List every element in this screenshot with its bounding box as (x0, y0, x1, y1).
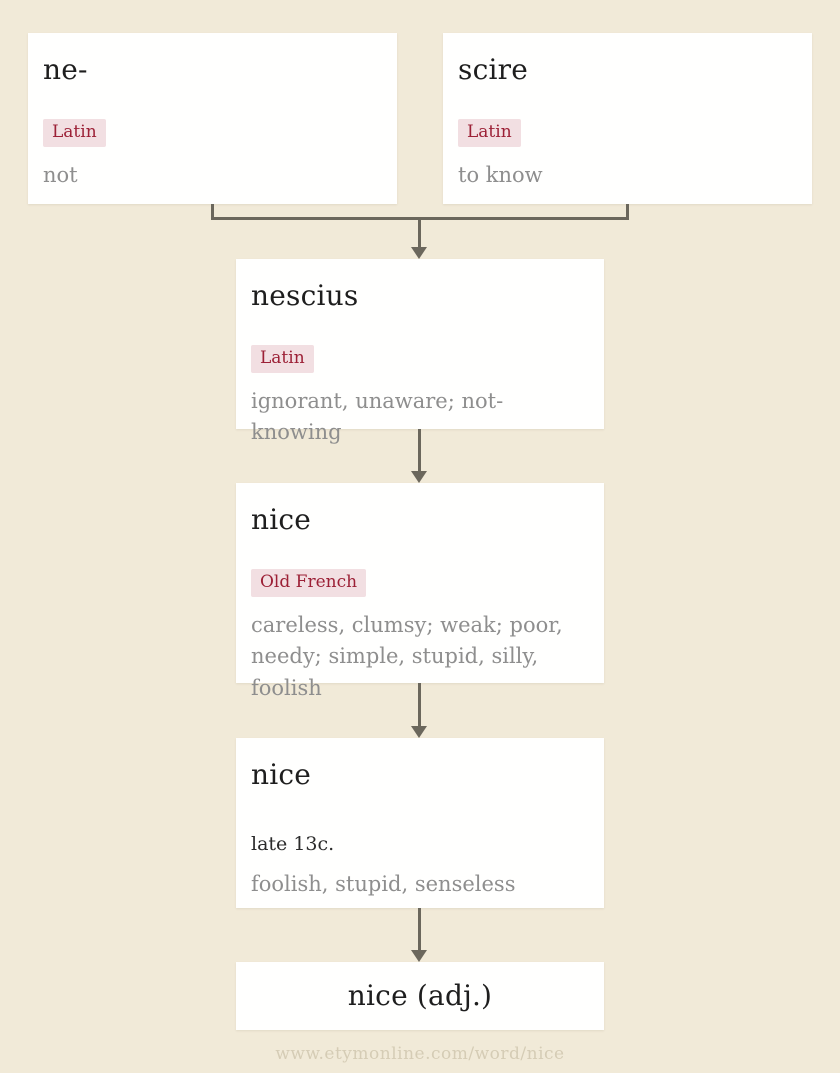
arrow-down-icon (411, 950, 427, 962)
node-title: scire (458, 53, 528, 86)
connector-arrow-shaft-4 (418, 908, 421, 952)
node-title: nescius (251, 279, 359, 312)
node-card-nescius[interactable] (236, 259, 604, 445)
node-card-nice-adj[interactable] (236, 962, 604, 1030)
node-title: nice (adj.) (347, 978, 493, 1012)
node-title: ne- (43, 53, 88, 86)
node-card-scire[interactable] (443, 33, 812, 204)
connector-arrow-shaft-2 (418, 429, 421, 472)
language-badge: Latin (458, 119, 521, 146)
node-date: late 13c. (251, 833, 335, 856)
node-definition: ignorant, unaware; not-knowing (251, 388, 504, 445)
node-card-nice-middle-english[interactable] (236, 738, 604, 908)
language-badge: Latin (251, 345, 314, 372)
node-card-ne[interactable] (28, 33, 397, 204)
node-definition: not (43, 162, 78, 187)
connector-arrow-shaft-3 (418, 683, 421, 727)
connector-arrow-shaft-1 (418, 219, 421, 248)
node-definition: careless, clumsy; weak; poor, needy; simple, stupid, silly, foolish (251, 612, 563, 700)
node-definition: foolish, stupid, senseless (251, 871, 516, 896)
arrow-down-icon (411, 247, 427, 259)
node-card-nice-old-french[interactable] (236, 483, 604, 700)
language-badge: Latin (43, 119, 106, 146)
watermark-url: www.etymonline.com/word/nice (275, 1044, 565, 1064)
node-definition: to know (458, 162, 543, 187)
arrow-down-icon (411, 726, 427, 738)
language-badge: Old French (251, 569, 366, 596)
node-title: nice (251, 503, 312, 536)
node-title: nice (251, 758, 312, 791)
arrow-down-icon (411, 471, 427, 483)
